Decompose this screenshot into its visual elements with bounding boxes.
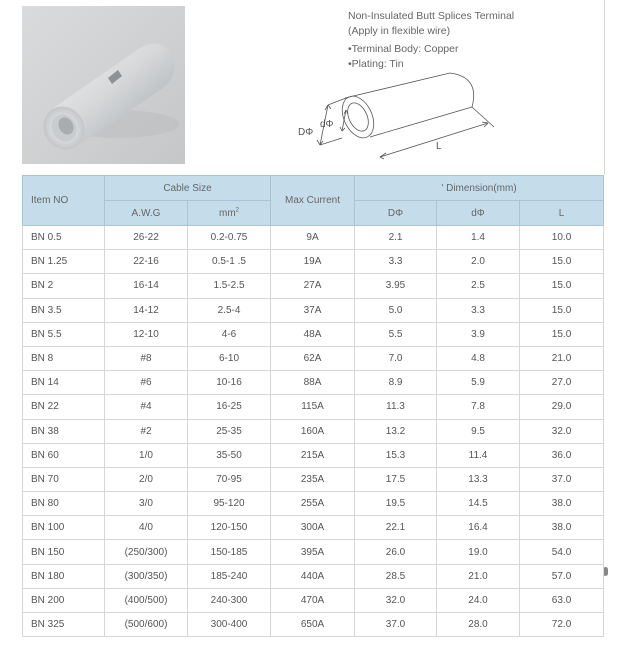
cell-mm2: 95-120 bbox=[188, 492, 271, 516]
cell-mm2: 1.5-2.5 bbox=[188, 274, 271, 298]
table-row bbox=[23, 322, 604, 346]
cell-awg: 16-14 bbox=[105, 274, 188, 298]
header-inner-d: dΦ bbox=[437, 201, 520, 226]
table-row bbox=[23, 588, 604, 612]
cell-length: 15.0 bbox=[520, 274, 604, 298]
table-row bbox=[23, 346, 604, 370]
cell-item-no: BN 70 bbox=[23, 467, 105, 491]
cell-outer-diameter: 37.0 bbox=[355, 613, 437, 637]
cell-max-current: 115A bbox=[271, 395, 355, 419]
cell-inner-diameter: 19.0 bbox=[437, 540, 520, 564]
table-row bbox=[23, 492, 604, 516]
cell-outer-diameter: 22.1 bbox=[355, 516, 437, 540]
header-cable-size: Cable Size bbox=[105, 176, 271, 201]
cell-mm2: 70-95 bbox=[188, 467, 271, 491]
cell-item-no: BN 1.25 bbox=[23, 250, 105, 274]
cell-mm2: 0.5-1 .5 bbox=[188, 250, 271, 274]
inner-diameter-label: dΦ bbox=[320, 119, 334, 130]
cell-item-no: BN 80 bbox=[23, 492, 105, 516]
cell-inner-diameter: 24.0 bbox=[437, 588, 520, 612]
cell-outer-diameter: 3.3 bbox=[355, 250, 437, 274]
table-row bbox=[23, 467, 604, 491]
cell-max-current: 160A bbox=[271, 419, 355, 443]
cell-awg: (500/600) bbox=[105, 613, 188, 637]
product-info bbox=[348, 9, 514, 71]
cell-inner-diameter: 16.4 bbox=[437, 516, 520, 540]
table-row bbox=[23, 371, 604, 395]
cell-outer-diameter: 26.0 bbox=[355, 540, 437, 564]
cell-item-no: BN 200 bbox=[23, 588, 105, 612]
cell-item-no: BN 180 bbox=[23, 564, 105, 588]
cell-item-no: BN 0.5 bbox=[23, 226, 105, 250]
cell-item-no: BN 5.5 bbox=[23, 322, 105, 346]
product-title: Non-Insulated Butt Splices Terminal bbox=[348, 10, 515, 22]
table-row bbox=[23, 564, 604, 588]
cell-max-current: 19A bbox=[271, 250, 355, 274]
butt-splice-image bbox=[22, 6, 185, 164]
cell-awg: 12-10 bbox=[105, 322, 188, 346]
cell-mm2: 2.5-4 bbox=[188, 298, 271, 322]
cell-max-current: 235A bbox=[271, 467, 355, 491]
cell-length: 15.0 bbox=[520, 298, 604, 322]
cell-awg: 26-22 bbox=[105, 226, 188, 250]
cell-item-no: BN 2 bbox=[23, 274, 105, 298]
cell-inner-diameter: 28.0 bbox=[437, 613, 520, 637]
cell-inner-diameter: 21.0 bbox=[437, 564, 520, 588]
cell-length: 38.0 bbox=[520, 492, 604, 516]
cell-mm2: 185-240 bbox=[188, 564, 271, 588]
cell-outer-diameter: 32.0 bbox=[355, 588, 437, 612]
cell-max-current: 300A bbox=[271, 516, 355, 540]
cell-max-current: 650A bbox=[271, 613, 355, 637]
table-row bbox=[23, 419, 604, 443]
header-length: L bbox=[520, 201, 604, 226]
table-row bbox=[23, 540, 604, 564]
cell-length: 15.0 bbox=[520, 250, 604, 274]
cell-length: 57.0 bbox=[520, 564, 604, 588]
table-row bbox=[23, 395, 604, 419]
cell-mm2: 25-35 bbox=[188, 419, 271, 443]
cell-length: 63.0 bbox=[520, 588, 604, 612]
cell-inner-diameter: 5.9 bbox=[437, 371, 520, 395]
cell-mm2: 35-50 bbox=[188, 443, 271, 467]
cell-inner-diameter: 14.5 bbox=[437, 492, 520, 516]
cell-outer-diameter: 3.95 bbox=[355, 274, 437, 298]
cell-length: 54.0 bbox=[520, 540, 604, 564]
frame-divider bbox=[604, 0, 605, 175]
cell-mm2: 4-6 bbox=[188, 322, 271, 346]
cell-outer-diameter: 8.9 bbox=[355, 371, 437, 395]
cell-awg: (300/350) bbox=[105, 564, 188, 588]
cell-awg: (250/300) bbox=[105, 540, 188, 564]
cell-mm2: 0.2-0.75 bbox=[188, 226, 271, 250]
cell-length: 36.0 bbox=[520, 443, 604, 467]
cell-outer-diameter: 13.2 bbox=[355, 419, 437, 443]
cell-length: 32.0 bbox=[520, 419, 604, 443]
header-mm2 bbox=[188, 201, 271, 226]
table-row bbox=[23, 516, 604, 540]
header-mm-sup: 2 bbox=[235, 207, 240, 214]
product-photo bbox=[22, 6, 185, 164]
cell-length: 15.0 bbox=[520, 322, 604, 346]
header-max-current: Max Current bbox=[271, 176, 355, 226]
header-item-no: Item NO bbox=[23, 176, 105, 226]
cell-mm2: 300-400 bbox=[188, 613, 271, 637]
cell-awg: 2/0 bbox=[105, 467, 188, 491]
cell-outer-diameter: 5.5 bbox=[355, 322, 437, 346]
table-row bbox=[23, 274, 604, 298]
cell-item-no: BN 14 bbox=[23, 371, 105, 395]
cell-outer-diameter: 19.5 bbox=[355, 492, 437, 516]
plating-spec: •Plating: Tin bbox=[348, 57, 404, 70]
cell-max-current: 440A bbox=[271, 564, 355, 588]
cell-max-current: 48A bbox=[271, 322, 355, 346]
cell-outer-diameter: 17.5 bbox=[355, 467, 437, 491]
cell-awg: 22-16 bbox=[105, 250, 188, 274]
table-row bbox=[23, 443, 604, 467]
cell-item-no: BN 38 bbox=[23, 419, 105, 443]
cell-mm2: 16-25 bbox=[188, 395, 271, 419]
cell-max-current: 470A bbox=[271, 588, 355, 612]
cell-item-no: BN 3.5 bbox=[23, 298, 105, 322]
header-outer-d: DΦ bbox=[355, 201, 437, 226]
cell-awg: 4/0 bbox=[105, 516, 188, 540]
cell-awg: 14-12 bbox=[105, 298, 188, 322]
cell-mm2: 150-185 bbox=[188, 540, 271, 564]
cell-item-no: BN 150 bbox=[23, 540, 105, 564]
cell-outer-diameter: 2.1 bbox=[355, 226, 437, 250]
outer-diameter-label: DΦ bbox=[298, 127, 314, 138]
cell-mm2: 120-150 bbox=[188, 516, 271, 540]
cell-outer-diameter: 28.5 bbox=[355, 564, 437, 588]
cell-max-current: 27A bbox=[271, 274, 355, 298]
cell-length: 37.0 bbox=[520, 467, 604, 491]
terminal-body-spec: •Terminal Body: Copper bbox=[348, 43, 459, 55]
cell-awg: #6 bbox=[105, 371, 188, 395]
spec-table-body bbox=[23, 226, 604, 637]
cell-awg: #8 bbox=[105, 346, 188, 370]
cell-outer-diameter: 11.3 bbox=[355, 395, 437, 419]
header-awg: A.W.G bbox=[105, 201, 188, 226]
cell-mm2: 10-16 bbox=[188, 371, 271, 395]
cell-item-no: BN 22 bbox=[23, 395, 105, 419]
header-mm-text: mm bbox=[219, 207, 236, 219]
cell-inner-diameter: 11.4 bbox=[437, 443, 520, 467]
table-row bbox=[23, 298, 604, 322]
table-row bbox=[23, 613, 604, 637]
header-dimension: ' Dimension(mm) bbox=[355, 176, 604, 201]
cell-awg: #2 bbox=[105, 419, 188, 443]
cell-awg: 1/0 bbox=[105, 443, 188, 467]
cell-inner-diameter: 13.3 bbox=[437, 467, 520, 491]
cell-max-current: 88A bbox=[271, 371, 355, 395]
cell-mm2: 6-10 bbox=[188, 346, 271, 370]
cell-length: 10.0 bbox=[520, 226, 604, 250]
cell-inner-diameter: 1.4 bbox=[437, 226, 520, 250]
cell-inner-diameter: 2.5 bbox=[437, 274, 520, 298]
cell-max-current: 62A bbox=[271, 346, 355, 370]
length-label: L bbox=[436, 141, 442, 152]
cell-max-current: 215A bbox=[271, 443, 355, 467]
product-subtitle: (Apply in flexible wire) bbox=[348, 24, 451, 37]
cell-item-no: BN 8 bbox=[23, 346, 105, 370]
cell-item-no: BN 60 bbox=[23, 443, 105, 467]
dimension-diagram bbox=[290, 65, 510, 170]
cell-length: 27.0 bbox=[520, 371, 604, 395]
cell-inner-diameter: 2.0 bbox=[437, 250, 520, 274]
cell-awg: #4 bbox=[105, 395, 188, 419]
cell-max-current: 255A bbox=[271, 492, 355, 516]
cell-outer-diameter: 15.3 bbox=[355, 443, 437, 467]
cell-awg: 3/0 bbox=[105, 492, 188, 516]
cell-mm2: 240-300 bbox=[188, 588, 271, 612]
cell-length: 38.0 bbox=[520, 516, 604, 540]
table-row bbox=[23, 250, 604, 274]
cell-length: 21.0 bbox=[520, 346, 604, 370]
cell-outer-diameter: 5.0 bbox=[355, 298, 437, 322]
cell-inner-diameter: 4.8 bbox=[437, 346, 520, 370]
cell-inner-diameter: 3.9 bbox=[437, 322, 520, 346]
cell-max-current: 395A bbox=[271, 540, 355, 564]
cell-inner-diameter: 7.8 bbox=[437, 395, 520, 419]
cell-max-current: 9A bbox=[271, 226, 355, 250]
cell-max-current: 37A bbox=[271, 298, 355, 322]
cell-length: 29.0 bbox=[520, 395, 604, 419]
table-row bbox=[23, 226, 604, 250]
cell-awg: (400/500) bbox=[105, 588, 188, 612]
cell-inner-diameter: 9.5 bbox=[437, 419, 520, 443]
cell-inner-diameter: 3.3 bbox=[437, 298, 520, 322]
cell-item-no: BN 325 bbox=[23, 613, 105, 637]
cell-length: 72.0 bbox=[520, 613, 604, 637]
cell-item-no: BN 100 bbox=[23, 516, 105, 540]
cell-outer-diameter: 7.0 bbox=[355, 346, 437, 370]
spec-table bbox=[22, 175, 604, 637]
